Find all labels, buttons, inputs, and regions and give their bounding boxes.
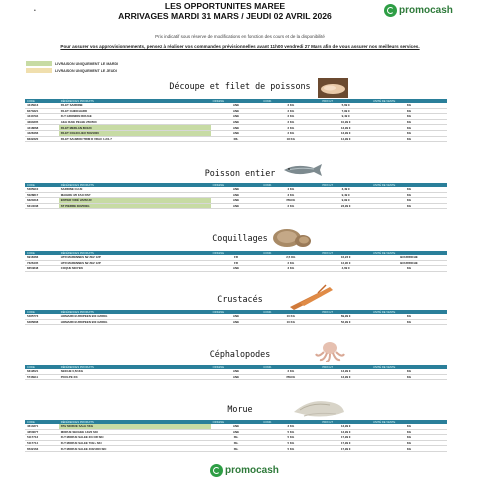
table-row [25, 374, 447, 380]
table-cell: 8354848 [25, 266, 59, 272]
table-cell: MORUE SECHEE 14/20 SKI [59, 429, 211, 435]
table-cell: ANE [211, 108, 262, 114]
column-header: CODE [25, 183, 59, 187]
table-cell: AILE RAIE PELEE 250/500 [59, 119, 211, 125]
column-header: RÉFÉRENCES PRODUITS [59, 365, 211, 369]
column-header: UNITÉ DE VENTE [371, 420, 447, 424]
table-cell: 6314038 [25, 203, 59, 209]
whole-fish-image [282, 163, 324, 177]
table-cell: 18 KG [261, 136, 320, 142]
table-cell: 2 KG [261, 119, 320, 125]
table-row [25, 136, 447, 142]
table-cell: ANE [211, 187, 262, 192]
table-cell: 5 KG [261, 440, 320, 446]
table-cell: 8332320 [25, 136, 59, 142]
table-cell: 5 KG [261, 429, 320, 435]
section-title-fillets: Découpe et filet de poissons [169, 81, 311, 91]
table-cell: 5028817 [25, 192, 59, 198]
table-cell: 6320318 [25, 198, 59, 204]
table-cell: 5485773 [25, 314, 59, 319]
table-cell: KG [371, 314, 447, 319]
section-title-cephalopods: Céphalopodes [209, 349, 271, 359]
legend-swatch-thursday [26, 68, 52, 73]
table-cell: KG [371, 192, 447, 198]
table-cell: 5117713 [25, 435, 59, 441]
table-cell: PAV MORUE SALE 5KG [59, 424, 211, 429]
table-cell: 5485910 [25, 187, 59, 192]
table-cell: ANE [211, 130, 262, 136]
shellfish-image [271, 225, 313, 249]
table-cell: 13,99 € [320, 130, 371, 136]
table-cell: 17,99 € [320, 440, 371, 446]
table-cell: 10 KG [261, 314, 320, 319]
table-cell: 7326435 [25, 260, 59, 266]
table-cell: 9,49 € [320, 114, 371, 120]
table-cell: 4445913 [25, 103, 59, 108]
table-cell: KG [371, 198, 447, 204]
table-cell: 4,69 € [320, 266, 371, 272]
table-cell: 9,49 € [320, 192, 371, 198]
table-cell: KG [371, 424, 447, 429]
section-title-whole-fish: Poisson entier [204, 168, 276, 178]
legend-label-tuesday: LIVRAISON UNIQUEMENT LE MARDI [55, 61, 119, 66]
table-cell: ANE [211, 314, 262, 319]
table-cell: FR [211, 255, 262, 260]
footer-brand-logo [210, 464, 279, 477]
table-cell: FILET CHINCHARD [59, 108, 211, 114]
column-header: PRIX HT [320, 310, 371, 314]
column-header: PRIX HT [320, 99, 371, 103]
table-cell: 23,99 € [320, 203, 371, 209]
table-cell: ANE [211, 429, 262, 435]
table-cell: FILET SAUMON TRIM D VRAC 1.2/1.7 [59, 136, 211, 142]
brand-logo [384, 4, 453, 17]
table-cell: 69,99 € [320, 314, 371, 319]
table-cell: 2 KG [261, 260, 320, 266]
table-cell: PIECE [261, 198, 320, 204]
column-header: UNITÉ DE VENTE [371, 310, 447, 314]
column-header: COND. [261, 183, 320, 187]
table-whole-fish [25, 183, 447, 209]
cod-image [290, 394, 348, 420]
title-line-1: LES OPPORTUNITES MAREE [164, 1, 286, 11]
table-cell: ANE [211, 203, 262, 209]
column-header: ORIGINE [211, 310, 262, 314]
table-cell: 2 KG [261, 125, 320, 131]
table-cell: ANE [211, 103, 262, 108]
table-cell: ISL [211, 440, 262, 446]
table-cell: HTR MARENNES N2 ZEZ 12P [59, 260, 211, 266]
bullet-mark: • [34, 8, 36, 14]
table-cell: 8473321 [25, 108, 59, 114]
table-cell: KG [371, 266, 447, 272]
table-cell: KG [371, 203, 447, 209]
table-cell: COQUE MOYEN [59, 266, 211, 272]
table-cell: 12,90 € [320, 260, 371, 266]
table-cell: 5746911 [25, 374, 59, 380]
table-cell: ENTIER VIDÉ VAPEUR [59, 198, 211, 204]
table-cell: 14,99 € [320, 136, 371, 142]
column-header: RÉFÉRENCES PRODUITS [59, 420, 211, 424]
page-title [80, 1, 370, 21]
table-cell: KG [371, 187, 447, 192]
column-header: COND. [261, 420, 320, 424]
table-cell: ANE [211, 369, 262, 374]
table-cell: ISL [211, 435, 262, 441]
column-header: PRIX HT [320, 365, 371, 369]
table-cell: HTR MARENNES N2 ZEZ 12P [59, 255, 211, 260]
column-header: COND. [261, 310, 320, 314]
column-header: CODE [25, 365, 59, 369]
table-cephalopods [25, 365, 447, 380]
price-disclaimer: Prix indicatif sous réserve de modifications en fonction des cours et de la disponibilité [155, 34, 325, 39]
table-cell: 3 KG [261, 266, 320, 272]
table-cell: KG [371, 125, 447, 131]
table-cell: ANE [211, 319, 262, 325]
footer-brand-name: promocash [225, 465, 279, 476]
column-header: ORIGINE [211, 365, 262, 369]
table-cell: FLT GRONDIN ROUGE [59, 114, 211, 120]
brand-logo-icon [384, 4, 397, 17]
table-cell: ANE [211, 125, 262, 131]
column-header: COND. [261, 99, 320, 103]
order-notice: Pour assurer vos approvisionnements, pensez à réaliser vos commandes prévisionnelles avant 11h00 vendredi 27 Mars afin de vous assurer nos meilleurs services. [60, 44, 420, 49]
column-header: PRIX HT [320, 183, 371, 187]
title-line-2: ARRIVAGES MARDI 31 MARS / JEUDI 02 AVRIL 2026 [118, 11, 332, 21]
table-cell: ISL [211, 446, 262, 452]
column-header: RÉFÉRENCES PRODUITS [59, 251, 211, 255]
table-cell: FLT MORUE SALEE 700/+ SKI [59, 440, 211, 446]
table-cell: BOURRICHE [371, 255, 447, 260]
table-cell: FR [211, 260, 262, 266]
table-row [25, 446, 447, 452]
table-cell: FILET SARDINE [59, 103, 211, 108]
column-header: CODE [25, 420, 59, 424]
table-cell: 3,49 € [320, 187, 371, 192]
fish-fillet-image [318, 78, 348, 98]
table-cell: 2 KG [261, 103, 320, 108]
table-cell: 6319521 [25, 369, 59, 374]
table-cell: 6485808 [25, 319, 59, 325]
table-cell: 13,99 € [320, 369, 371, 374]
table-cell: ANE [211, 266, 262, 272]
section-title-crustaceans: Crustacés [217, 294, 263, 304]
section-title-cod: Morue [227, 404, 253, 414]
table-cell: ANE [211, 424, 262, 429]
column-header: RÉFÉRENCES PRODUITS [59, 310, 211, 314]
table-row [25, 319, 447, 325]
table-cell: 10 KG [261, 319, 320, 325]
legend-label-thursday: LIVRAISON UNIQUEMENT LE JEUDI [55, 68, 117, 73]
table-cell: MAIGRE 3/5 FAO PAP [59, 192, 211, 198]
column-header: CODE [25, 310, 59, 314]
column-header: UNITÉ DE VENTE [371, 183, 447, 187]
table-cell: SARDINE CLUE [59, 187, 211, 192]
table-cell: ANE [211, 198, 262, 204]
column-header: PRIX HT [320, 420, 371, 424]
column-header: COND. [261, 251, 320, 255]
table-cell: SEICHE 0,5/1KG [59, 369, 211, 374]
table-cell: KG [371, 429, 447, 435]
table-cell: HOMARD EUROPEEN 900 G/800G [59, 314, 211, 319]
table-cell: 3 KG [261, 192, 320, 198]
table-cell: KG [371, 114, 447, 120]
table-cell: POULPE 2/3 [59, 374, 211, 380]
table-cell: FILET COLIN LIEU 500/1000 [59, 130, 211, 136]
table-cell: 17,99 € [320, 446, 371, 452]
table-cell: 4418668 [25, 125, 59, 131]
table-cell: ANE [211, 114, 262, 120]
table-cod [25, 420, 447, 452]
table-cell: 5117714 [25, 440, 59, 446]
column-header: UNITÉ DE VENTE [371, 251, 447, 255]
table-cell: KG [371, 435, 447, 441]
table-cell: KG [371, 130, 447, 136]
table-cell: 2,5 KG [261, 255, 320, 260]
table-row [25, 203, 447, 209]
table-cell: FILET MERLAN 80/120 [59, 125, 211, 131]
table-crustaceans [25, 310, 447, 325]
column-header: ORIGINE [211, 251, 262, 255]
column-header: ORIGINE [211, 420, 262, 424]
table-cell: 10,99 € [320, 119, 371, 125]
table-cell: 4353677 [25, 429, 59, 435]
table-cell: PIECE [261, 374, 320, 380]
table-cell: 13,99 € [320, 424, 371, 429]
table-cell: KG [371, 136, 447, 142]
table-cell: KG [371, 119, 447, 125]
column-header: UNITÉ DE VENTE [371, 99, 447, 103]
octopus-image [314, 340, 346, 362]
table-cell: 5 KG [261, 446, 320, 452]
legend-thursday [26, 68, 117, 73]
table-cell: FLT MORUE SALEE 2/3 OR SKI [59, 435, 211, 441]
column-header: CODE [25, 99, 59, 103]
table-cell: KG [371, 374, 447, 380]
table-cell: 6918466 [25, 255, 59, 260]
table-cell: 4613371 [25, 424, 59, 429]
table-cell: KG [371, 446, 447, 452]
column-header: UNITÉ DE VENTE [371, 365, 447, 369]
table-cell: KG [371, 369, 447, 374]
table-cell: KG [371, 319, 447, 325]
crustacean-image [286, 283, 336, 311]
table-cell: 2 KG [261, 108, 320, 114]
table-cell: 2 KG [261, 130, 320, 136]
table-cell: 2 KG [261, 114, 320, 120]
table-cell: KG [371, 440, 447, 446]
table-cell: 9,99 € [320, 198, 371, 204]
table-cell: 5,69 € [320, 103, 371, 108]
table-cell: 2 KG [261, 203, 320, 209]
table-row [25, 266, 447, 272]
column-header: COND. [261, 365, 320, 369]
column-header: RÉFÉRENCES PRODUITS [59, 99, 211, 103]
table-cell: KG [371, 108, 447, 114]
column-header: PRIX HT [320, 251, 371, 255]
table-cell: 17,99 € [320, 435, 371, 441]
legend-swatch-tuesday [26, 61, 52, 66]
table-cell: 4293305 [25, 119, 59, 125]
table-cell: ANE [211, 119, 262, 125]
table-cell: ANE [211, 192, 262, 198]
table-cell: 52,99 € [320, 319, 371, 325]
table-cell: 3 KG [261, 424, 320, 429]
brand-name: promocash [399, 5, 453, 16]
table-fillets [25, 99, 447, 142]
table-cell: 16,23 € [320, 255, 371, 260]
column-header: ORIGINE [211, 99, 262, 103]
footer-brand-logo-icon [210, 464, 223, 477]
table-cell: 4443794 [25, 114, 59, 120]
section-title-shellfish: Coquillages [212, 233, 268, 243]
table-cell: BOURRICHE [371, 260, 447, 266]
column-header: CODE [25, 251, 59, 255]
table-cell: 5 KG [261, 435, 320, 441]
table-cell: 13,99 € [320, 429, 371, 435]
table-cell: HOMARD EUROPEEN 900 G/800G [59, 319, 211, 325]
legend-tuesday [26, 61, 118, 66]
column-header: RÉFÉRENCES PRODUITS [59, 183, 211, 187]
table-cell: 2 KG [261, 369, 320, 374]
table-cell: IRL [211, 136, 262, 142]
table-cell: KG [371, 103, 447, 108]
table-cell: 6532163 [25, 446, 59, 452]
table-cell: 4 KG [261, 187, 320, 192]
table-cell: 7,99 € [320, 108, 371, 114]
table-cell: 4428466 [25, 130, 59, 136]
table-cell: 13,99 € [320, 374, 371, 380]
table-shellfish [25, 251, 447, 272]
table-cell: FLT MORUE SALEE 400/1000 SKI [59, 446, 211, 452]
table-cell: ST PIERRE 300/500G [59, 203, 211, 209]
table-cell: ANE [211, 374, 262, 380]
column-header: ORIGINE [211, 183, 262, 187]
table-cell: 13,99 € [320, 125, 371, 131]
